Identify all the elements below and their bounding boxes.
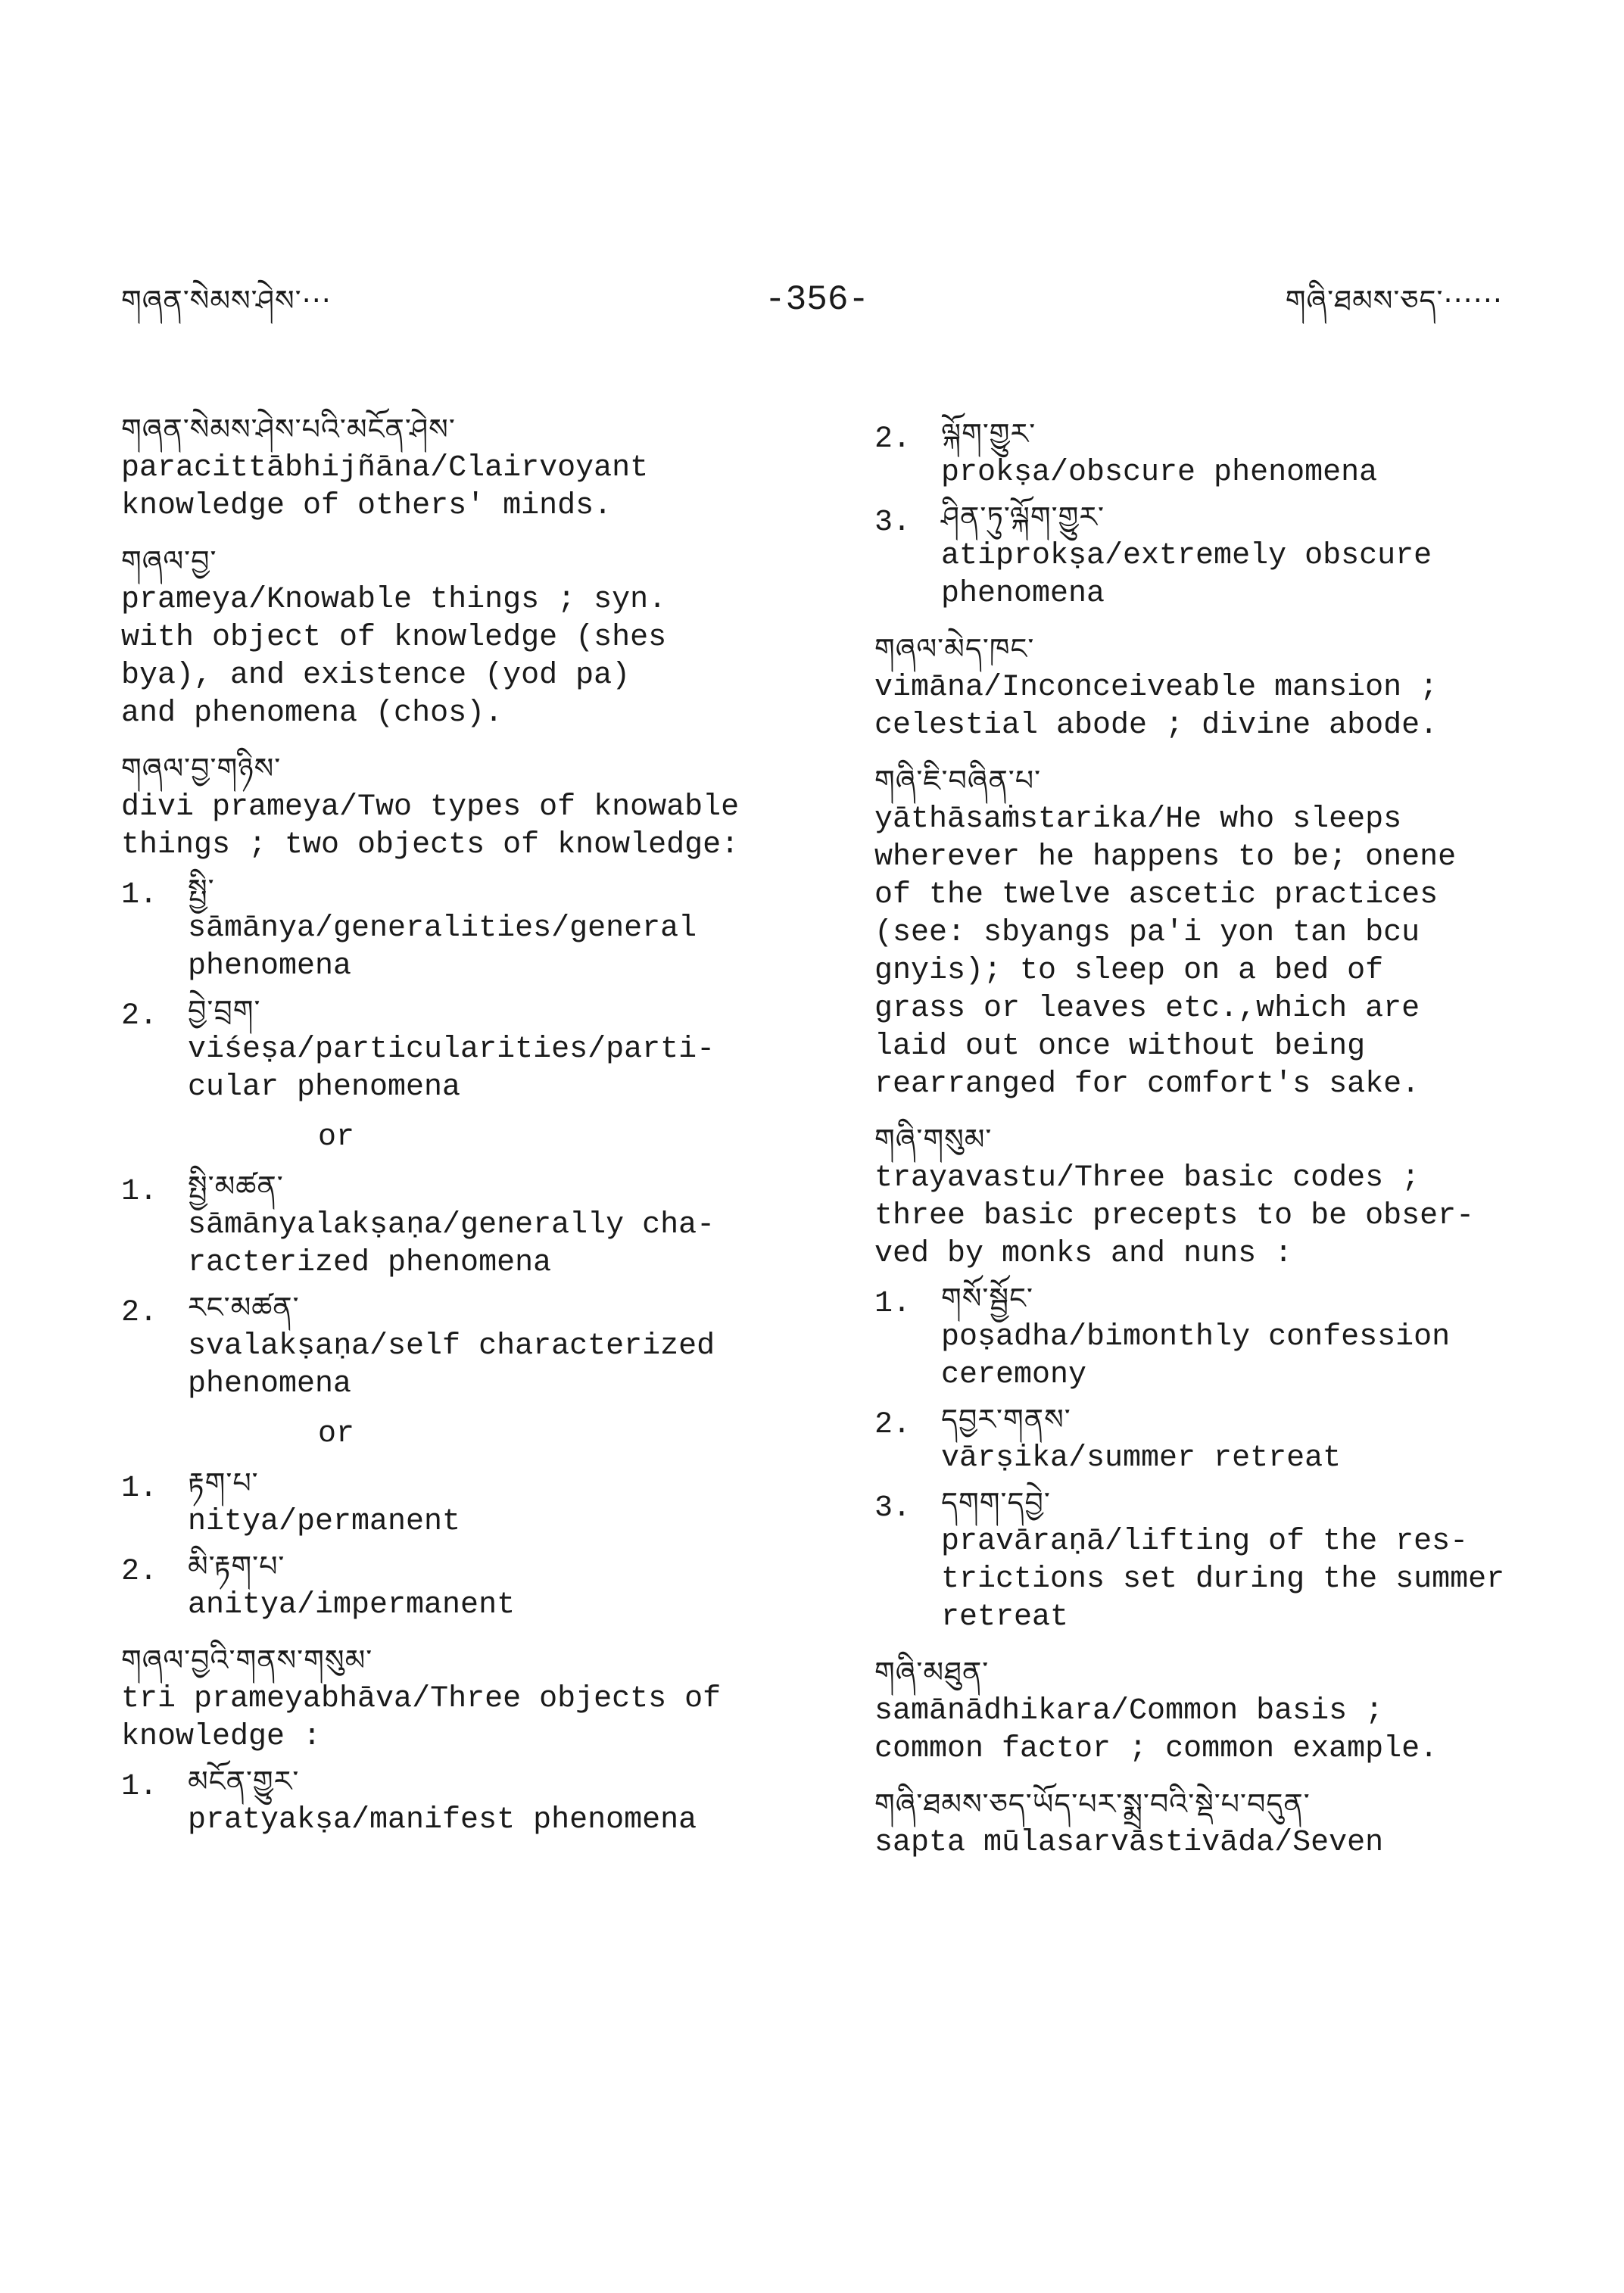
list-item xyxy=(874,1278,1556,1394)
item-tibetan: རང་མཚན་ xyxy=(188,1291,300,1324)
item-number: 1. xyxy=(121,1175,158,1209)
item-text: prokṣa/obscure phenomena xyxy=(941,456,1378,490)
entry-headword: གཞི་ཐམས་ཅད་ཡོད་པར་སྨྲ་བའི་སྡེ་པ་བདུན་ xyxy=(874,1787,1311,1821)
entry-definition: tri prameyabhāva/Three objects of knowledge : xyxy=(121,1682,722,1754)
running-head-left: གཞན་སེམས་ཤེས་··· xyxy=(121,284,332,317)
item-number: 2. xyxy=(121,1555,158,1589)
list-item xyxy=(121,1463,803,1541)
entry xyxy=(874,628,1556,745)
item-text: atiprokṣa/extremely obscure phenomena xyxy=(941,539,1432,611)
list-item xyxy=(121,1287,803,1404)
entry xyxy=(874,1119,1556,1637)
entry xyxy=(121,748,803,1625)
item-tibetan: གསོ་སྦྱོང་ xyxy=(941,1282,1033,1315)
entry-headword: གཞི་ཇི་བཞིན་པ་ xyxy=(874,764,1042,797)
item-tibetan: དགག་དབྱེ་ xyxy=(941,1486,1051,1519)
list-item xyxy=(874,1482,1556,1637)
entry xyxy=(121,541,803,733)
list-item xyxy=(121,1166,803,1282)
entry-definition: paracittābhijñāna/Clairvoyant knowledge of others' minds. xyxy=(121,451,649,523)
item-number: 2. xyxy=(121,999,158,1033)
entry xyxy=(121,409,803,525)
or-separator: or xyxy=(318,1120,355,1154)
item-text: svalakṣaṇa/self characterized phenomena xyxy=(188,1329,715,1401)
item-tibetan: ལྐོག་གྱུར་ xyxy=(941,417,1036,450)
item-text: sāmānyalakṣaṇa/generally cha- racterized phenomena xyxy=(188,1208,715,1280)
entry-headword: གཞལ་བྱའི་གནས་གསུམ་ xyxy=(121,1643,373,1677)
item-text: anitya/impermanent xyxy=(188,1588,516,1622)
item-tibetan: ཤིན་ཏུ་ལྐོག་གྱུར་ xyxy=(941,500,1105,534)
entry-definition: divi prameya/Two types of knowable things ; two objects of knowledge: xyxy=(121,790,740,862)
item-number: 1. xyxy=(121,1770,158,1804)
entry-definition: trayavastu/Three basic codes ; three basic precepts to be obser- ved by monks and nuns : xyxy=(874,1161,1475,1271)
left-column xyxy=(121,409,803,1855)
list-item xyxy=(874,497,1556,613)
item-text: sāmānya/generalities/general phenomena xyxy=(188,911,697,983)
item-tibetan: སྤྱི་ xyxy=(188,873,215,906)
item-text: pratyakṣa/manifest phenomena xyxy=(188,1803,697,1837)
item-text: nitya/permanent xyxy=(188,1505,461,1539)
entry-definition: prameya/Knowable things ; syn. with object of knowledge (shes bya), and existence (yod pa) and phenomena (chos). xyxy=(121,583,667,731)
entry-headword: གཞལ་བྱ་ xyxy=(121,544,217,578)
item-number: 3. xyxy=(874,506,912,540)
item-number: 3. xyxy=(874,1491,912,1525)
list-item xyxy=(121,869,803,986)
item-number: 1. xyxy=(121,1472,158,1506)
item-tibetan: རྟག་པ་ xyxy=(188,1466,259,1500)
running-head-right: གཞི་ཐམས་ཅད་······ xyxy=(1285,284,1503,317)
item-tibetan: མི་རྟག་པ་ xyxy=(188,1550,285,1583)
list-item xyxy=(874,413,1556,492)
page-number: -356- xyxy=(765,280,870,319)
entry xyxy=(874,1652,1556,1768)
entry-headword: གཞི་གསུམ་ xyxy=(874,1123,993,1156)
item-tibetan: མངོན་གྱུར་ xyxy=(188,1765,300,1798)
item-text: poṣadha/bimonthly confession ceremony xyxy=(941,1320,1451,1392)
entry-definition: vimāna/Inconceiveable mansion ; celestial abode ; divine abode. xyxy=(874,671,1439,743)
entry-definition: sapta mūlasarvāstivāda/Seven xyxy=(874,1826,1384,1860)
entry xyxy=(874,760,1556,1104)
entry xyxy=(121,1640,803,1840)
entry-definition: yāthāsaṁstarika/He who sleeps wherever he happens to be; onene of the twelve ascetic practices (see: sbyangs pa'i yon tan bcu gnyis); to sleep on a bed of grass or leaves etc.,which are laid out once without being rearranged for comfort's sake. xyxy=(874,802,1457,1101)
entry-headword: གཞལ་མེད་ཁང་ xyxy=(874,632,1035,665)
item-number: 1. xyxy=(121,878,158,912)
item-text: vārṣika/summer retreat xyxy=(941,1441,1342,1475)
item-number: 2. xyxy=(121,1296,158,1330)
item-text: pravāraṇā/lifting of the res- trictions set during the summer retreat xyxy=(941,1525,1505,1634)
entry xyxy=(874,1784,1556,1862)
entry-continuation xyxy=(874,413,1556,613)
item-number: 1. xyxy=(874,1287,912,1321)
list-item xyxy=(874,1399,1556,1478)
list-item xyxy=(121,990,803,1107)
list-item xyxy=(121,1546,803,1625)
item-text: viśeṣa/particularities/parti- cular phenomena xyxy=(188,1033,715,1104)
item-number: 2. xyxy=(874,1408,912,1442)
entry-headword: གཞི་མཐུན་ xyxy=(874,1656,990,1689)
right-column xyxy=(874,409,1556,1877)
item-tibetan: བྱེ་བྲག་ xyxy=(188,994,261,1027)
entry-definition: samānādhikara/Common basis ; common factor ; common example. xyxy=(874,1694,1439,1766)
entry-headword: གཞན་སེམས་ཤེས་པའི་མངོན་ཤེས་ xyxy=(121,413,456,446)
list-item xyxy=(121,1761,803,1840)
or-separator: or xyxy=(318,1417,355,1451)
entry-headword: གཞལ་བྱ་གཉིས་ xyxy=(121,752,282,785)
item-tibetan: སྤྱི་མཚན་ xyxy=(188,1170,284,1203)
item-number: 2. xyxy=(874,422,912,456)
item-tibetan: དབྱར་གནས་ xyxy=(941,1403,1071,1436)
